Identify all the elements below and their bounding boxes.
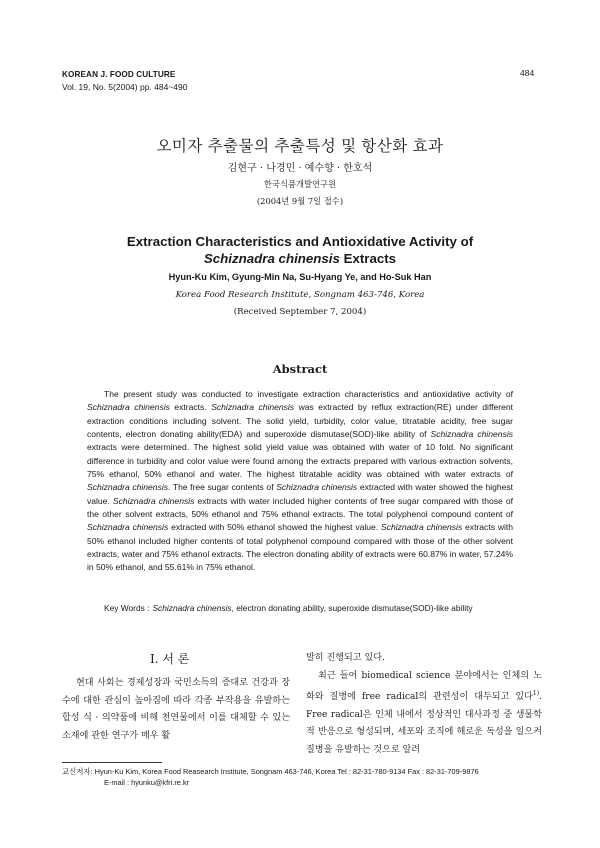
korean-received-date: (2004년 9월 7일 접수) bbox=[256, 196, 344, 206]
author-email: E-mail : hyunku@kfri.re.kr bbox=[104, 778, 190, 787]
species-name: Schiznadra chinensis bbox=[211, 402, 295, 413]
page-number: 484 bbox=[520, 68, 535, 78]
footnote-divider bbox=[62, 762, 162, 763]
korean-authors: 김현구 · 나경민 · 예수향 · 한호석 bbox=[227, 163, 373, 174]
keywords-list: Schiznadra chinensis, electron donating ability, superoxide dismutase(SOD)-like ability bbox=[152, 603, 473, 613]
intro-right-line1: 발히 진행되고 있다. bbox=[306, 653, 385, 663]
intro-right-column bbox=[306, 650, 542, 759]
intro-right-text: 최근 들어 biomedical science 분야에서는 인체의 노화와 질병에 free radical의 관련성이 대두되고 있다 bbox=[306, 670, 542, 703]
korean-title: 오미자 추출물의 추출특성 및 항산화 효과 bbox=[156, 138, 444, 155]
english-affiliation: Korea Food Research Institute, Songnam 463-746, Korea bbox=[175, 290, 425, 300]
citation-ref: 1) bbox=[532, 690, 540, 697]
section-heading: I. 서 론 bbox=[150, 652, 190, 666]
species-name: Schiznadra chinensis bbox=[87, 402, 170, 413]
species-name: Schiznadra chinensis bbox=[152, 603, 232, 613]
species-name: Schiznadra chinensis bbox=[112, 495, 195, 506]
keywords bbox=[104, 603, 534, 613]
title-suffix: Extracts bbox=[339, 251, 397, 266]
species-name: Schiznadra chinensis bbox=[87, 522, 169, 533]
journal-name: KOREAN J. FOOD CULTURE bbox=[62, 70, 176, 79]
species-name: Schiznadra chinensis bbox=[276, 482, 358, 493]
species-name: Schiznadra chinensis bbox=[380, 522, 463, 533]
intro-right-paragraph bbox=[306, 668, 542, 760]
korean-affiliation: 한국식품개발연구원 bbox=[263, 179, 337, 189]
corresponding-author: 교신저자: Hyun-Ku Kim, Korea Food Reasearch Institute, Songnam 463-746, Korea Tel : 82-31-780-9134 Fax : 82-31-709-9876 bbox=[62, 767, 479, 776]
english-received-date: (Received September 7, 2004) bbox=[233, 307, 367, 317]
english-title-line1: Extraction Characteristics and Antioxidative Activity of bbox=[126, 234, 474, 249]
species-name: Schiznadra chinensis bbox=[87, 482, 169, 493]
abstract-body: The present study was conducted to investigate extraction characteristics and antioxidative activity of Schiznadra chinensis extracts. Schiznadra chinensis was extracted by reflux extraction(RE) under different extraction conditions including solvent. The solid yield, turbidity, color value, titratable acidity, free sugar contents, electron donating ability(EDA) and superoxide dismutase(SOD)-like ability of Schiznadra chinensis extracts were determined. The highest solid yield value was obtained with water of 10 fold. No significant difference in turbidity and color value were found among the extracts prepared with various extraction solvents, 75% ethanol, 50% ethanol and water. The highest titratable acidity was obtained with water extracts of Schiznadra chinensis. The free sugar contents of Schiznadra chinensis extracted with water showed the highest value. Schiznadra chinensis extracts with water included higher contents of free sugar compared with those of the other solvent extracts, 50% ethanol and 75% ethanol extracts. The total polyphenol compound content of Schiznadra chinensis extracted with 50% ethanol showed the highest value. Schiznadra chinensis extracts with 50% ethanol included higher contents of total polyphenol compound compared with those of the other solvent extracts, water and 75% ethanol extracts. The electron donating ability of extracts were 60.87% in water, 57.24% in 50% ethanol, and 55.61% in 75% ethanol. bbox=[87, 389, 514, 573]
abstract-heading: Abstract bbox=[272, 362, 328, 376]
intro-left-column: 현대 사회는 경제성장과 국민소득의 증대로 건강과 장수에 대한 관심이 높아짐에 따라 각종 부작용을 유발하는 합성 식 · 의약품에 비해 천연물에서 이를 대체할 수 있는 소재에 관한 연구가 매우 활 bbox=[62, 678, 290, 741]
volume-info: Vol. 19, No. 5(2004) pp. 484~490 bbox=[62, 82, 188, 92]
english-authors: Hyun-Ku Kim, Gyung-Min Na, Su-Hyang Ye, and Ho-Suk Han bbox=[168, 272, 432, 282]
species-name: Schiznadra chinensis bbox=[430, 429, 514, 440]
english-title-line2 bbox=[0, 251, 600, 266]
keywords-label: Key Words : bbox=[104, 603, 150, 613]
species-name: Schiznadra chinensis bbox=[203, 251, 340, 266]
intro-right-text-rest: . Free radical은 인체 내에서 정상적인 대사과정 중 생물학적 반응으로 형성되며, 세포와 조직에 해로운 독성을 일으켜 질병을 유발하는 것으로 알려 bbox=[306, 692, 542, 755]
